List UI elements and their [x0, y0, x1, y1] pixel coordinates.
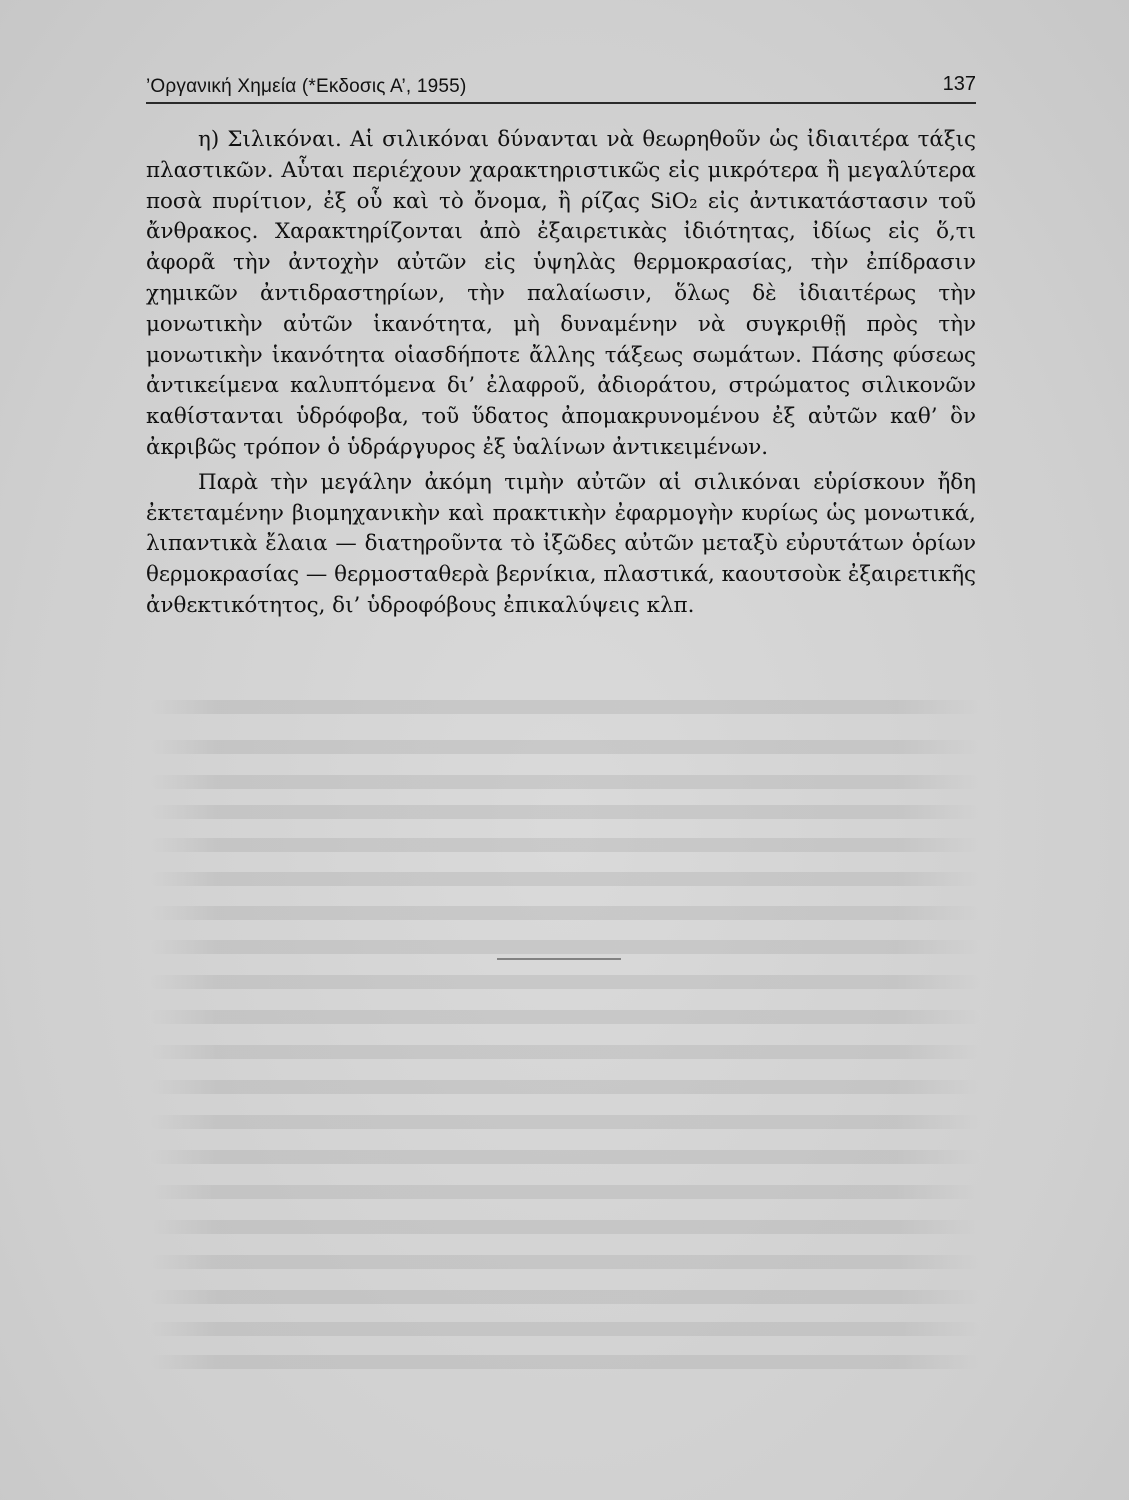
paragraph-silicones: η) Σιλικόναι. Αἱ σιλικόναι δύνανται νὰ θεωρηθοῦν ὡς ἰδιαιτέρα τάξις πλαστικῶν. Αὗται περιέχουν χαρακτηριστικῶς εἰς μικρότερα ἢ μεγαλύτερα ποσὰ πυρίτιον, ἐξ οὗ καὶ τὸ ὄνομα, ἢ ρίζας SiO₂ εἰς ἀντικατάστασιν τοῦ ἄνθρακος. Χαρακτηρίζονται ἀπὸ ἐξαιρετικὰς ἰδιότητας, ἰδίως εἰς ὅ,τι ἀφορᾶ τὴν ἀντοχὴν αὐτῶν εἰς ὑψηλὰς θερμοκρασίας, τὴν ἐπίδρασιν χημικῶν ἀντιδραστηρίων, τὴν παλαίωσιν, ὅλως δὲ ἰδιαιτέρως τὴν μονωτικὴν αὐτῶν ἱκανότητα, μὴ δυναμένην νὰ συγκριθῇ πρὸς τὴν μονωτικὴν ἱκανότητα οἱασδήποτε ἄλλης τάξεως σωμάτων. Πάσης φύσεως ἀντικείμενα καλυπτόμενα δι’ ἐλαφροῦ, ἀδιοράτου, στρώματος σιλικονῶν καθίστανται ὑδρόφοβα, τοῦ ὕδατος ἀπομακρυνομένου ἐξ αὐτῶν καθ’ ὃν ἀκριβῶς τρόπον ὁ ὑδράργυρος ἐξ ὑαλίνων ἀντικειμένων. [146, 127, 976, 460]
separator-rule [497, 958, 621, 960]
body-text [146, 125, 976, 622]
paragraph-applications: Παρὰ τὴν μεγάλην ἀκόμη τιμὴν αὐτῶν αἱ σιλικόναι εὑρίσκουν ἤδη ἐκτεταμένην βιομηχανικὴν καὶ πρακτικὴν ἐφαρμογὴν κυρίως ὡς μονωτικά, λιπαντικὰ ἔλαια — διατηροῦντα τὸ ἰξῶδες αὐτῶν μεταξὺ εὐρυτάτων ὁρίων θερμοκρασίας — θερμοσταθερὰ βερνίκια, πλαστικά, καουτσοὺκ ἐξαιρετικῆς ἀνθεκτικότητος, δι’ ὑδροφόβους ἐπικαλύψεις κλπ. [146, 469, 976, 618]
running-title: ’Οργανική Χημεία (*Εκδοσις Α’, 1955) [146, 76, 467, 97]
page-number: 137 [942, 73, 976, 95]
running-header [146, 70, 976, 104]
